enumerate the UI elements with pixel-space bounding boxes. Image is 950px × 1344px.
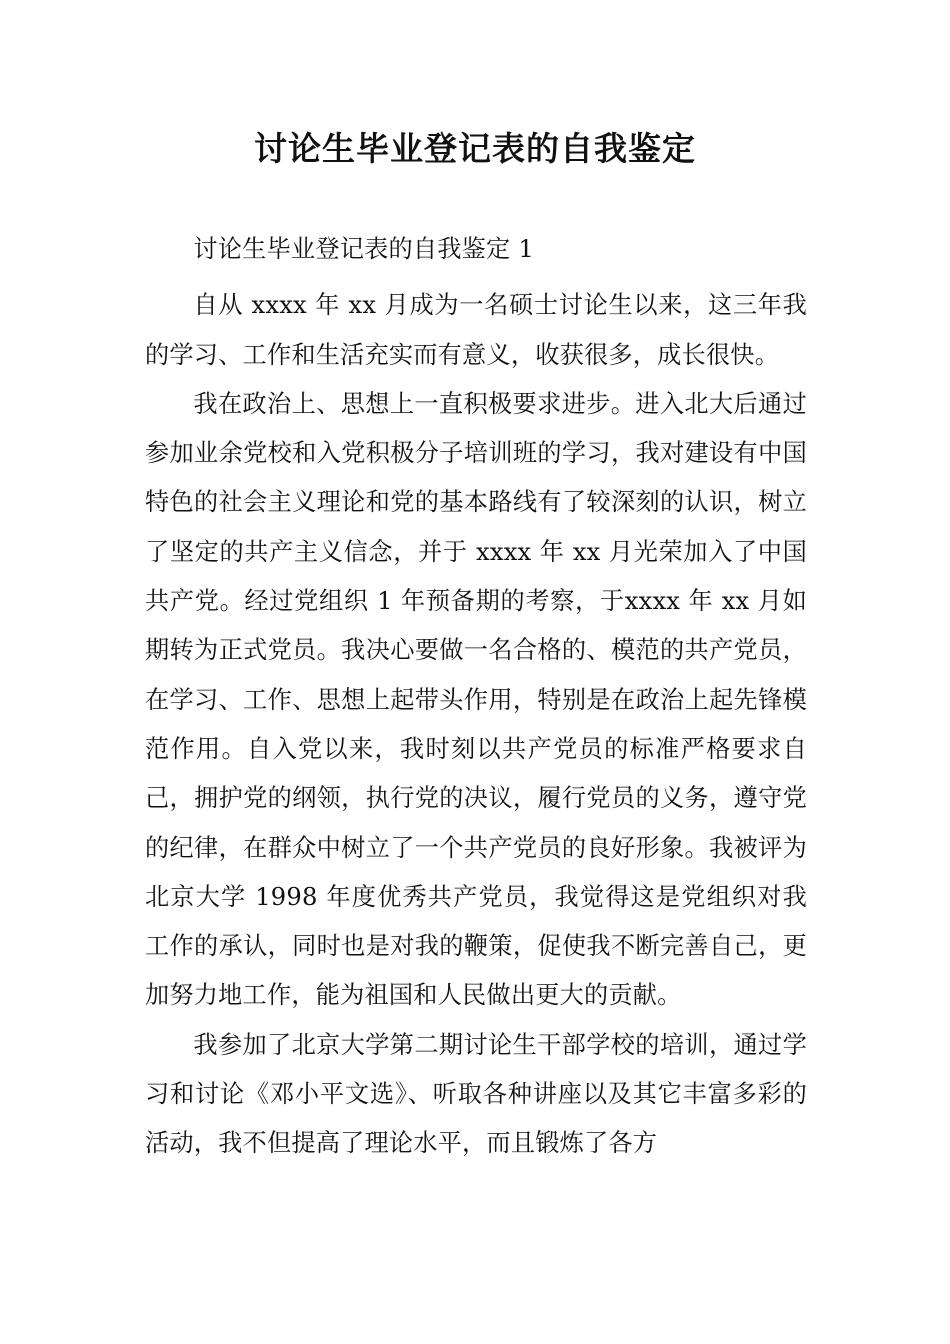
- paragraph-1: 自从 xxxx 年 xx 月成为一名硕士讨论生以来，这三年我的学习、工作和生活充实而有意义，收获很多，成长很快。: [145, 291, 807, 369]
- paragraph-3: 我参加了北京大学第二期讨论生干部学校的培训，通过学习和讨论《邓小平文选》、听取各种讲座以及其它丰富多彩的活动，我不但提高了理论水平，而且锻炼了各方: [145, 1030, 807, 1158]
- section-heading: 讨论生毕业登记表的自我鉴定 1: [193, 235, 534, 263]
- document-title: 讨论生毕业登记表的自我鉴定: [254, 129, 696, 168]
- paragraph-2: 我在政治上、思想上一直积极要求进步。进入北大后通过参加业余党校和入党积极分子培训班的学习，我对建设有中国特色的社会主义理论和党的基本路线有了较深刻的认识，树立了坚定的共产主义信念，并于 xxxx 年 xx 月光荣加入了中国共产党。经过党组织 1 年预备期的考察，于xxxx 年 xx 月如期转为正式党员。我决心要做一名合格的、模范的共产党员，在学习、工作、思想上起带头作用，特别是在政治上起先锋模范作用。自入党以来，我时刻以共产党员的标准严格要求自己，拥护党的纲领，执行党的决议，履行党员的义务，遵守党的纪律，在群众中树立了一个共产党员的良好形象。我被评为北京大学 1998 年度优秀共产党员，我觉得这是党组织对我工作的承认，同时也是对我的鞭策，促使我不断完善自己，更加努力地工作，能为祖国和人民做出更大的贡献。: [145, 389, 807, 1010]
- document-body: [145, 225, 807, 1169]
